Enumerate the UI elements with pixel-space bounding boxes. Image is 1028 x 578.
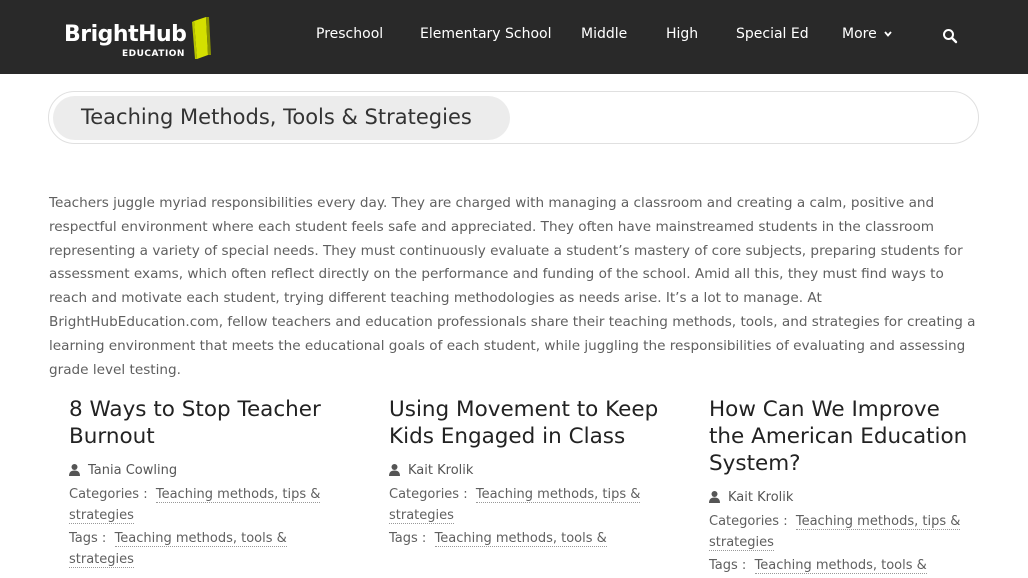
nav-middle[interactable]: Middle [581, 26, 628, 42]
user-icon [69, 464, 80, 476]
article-title[interactable]: 8 Ways to Stop Teacher Burnout [69, 397, 321, 449]
tags-label: Tags : [389, 531, 427, 546]
article-card [389, 396, 659, 549]
article-card [709, 396, 979, 576]
article-title[interactable]: How Can We Improve the American Education System? [709, 397, 968, 476]
article-tags [389, 528, 659, 549]
nav-special-ed[interactable]: Special Ed [736, 26, 809, 42]
categories-label: Categories : [389, 487, 468, 502]
nav-more[interactable] [842, 26, 892, 42]
article-categories [69, 484, 339, 526]
author-link[interactable]: Kait Krolik [408, 462, 474, 478]
tags-label: Tags : [69, 531, 107, 546]
user-icon [709, 491, 720, 503]
tag-link[interactable]: Teaching methods, tools & [434, 531, 607, 546]
article-card [69, 396, 339, 570]
article-categories [709, 511, 979, 553]
article-author [709, 488, 979, 506]
article-title[interactable]: Using Movement to Keep Kids Engaged in Class [389, 397, 659, 449]
nav-more-label: More [842, 26, 877, 42]
nav-high[interactable]: High [666, 26, 699, 42]
top-navigation-bar [0, 0, 1028, 74]
chevron-down-icon [884, 30, 892, 38]
article-categories [389, 484, 659, 526]
user-icon [389, 464, 400, 476]
categories-label: Categories : [69, 487, 148, 502]
article-author [389, 461, 659, 479]
logo-wordmark: BrightHub [64, 22, 187, 47]
article-author [69, 461, 339, 479]
tag-link[interactable]: Teaching methods, tools & [754, 558, 927, 573]
brighthub-logo[interactable] [64, 12, 218, 62]
category-link[interactable]: Teaching methods, tips & strategies [709, 514, 961, 550]
logo-subtitle: EDUCATION [122, 49, 185, 59]
nav-preschool[interactable]: Preschool [316, 26, 384, 42]
article-tags [69, 528, 339, 570]
page-title-bar [48, 91, 979, 144]
search-icon[interactable] [942, 28, 958, 44]
author-link[interactable]: Kait Krolik [728, 489, 794, 505]
article-tags [709, 555, 979, 576]
page-title: Teaching Methods, Tools & Strategies [81, 105, 472, 129]
category-link[interactable]: Teaching methods, tips & strategies [69, 487, 321, 523]
categories-label: Categories : [709, 514, 788, 529]
page-title-highlight [53, 96, 510, 140]
tags-label: Tags : [709, 558, 747, 573]
category-link[interactable]: Teaching methods, tips & strategies [389, 487, 641, 523]
author-link[interactable]: Tania Cowling [88, 462, 178, 478]
intro-paragraph: Teachers juggle myriad responsibilities every day. They are charged with managing a classroom and creating a calm, positive and respectful environment where each student feels safe and appreciated. They often have mainstreamed students in the classroom representing a variety of special needs. They must continuously evaluate a student’s mastery of core subjects, preparing students for assessment exams, which often reflect directly on the performance and funding of the school. Amid all this, they must find ways to reach and motivate each student, trying different teaching methodologies as needs arise. It’s a lot to manage. At BrightHubEducation.com, fellow teachers and education professionals share their teaching methods, tools, and strategies for creating a learning environment that meets the educational goals of each student, while juggling the responsibilities of evaluating and assessing grade level testing. [49, 195, 976, 378]
crayon-logo-icon [188, 15, 214, 61]
tag-link[interactable]: Teaching methods, tools & strategies [69, 531, 287, 567]
nav-elementary-school[interactable]: Elementary School [420, 26, 552, 42]
